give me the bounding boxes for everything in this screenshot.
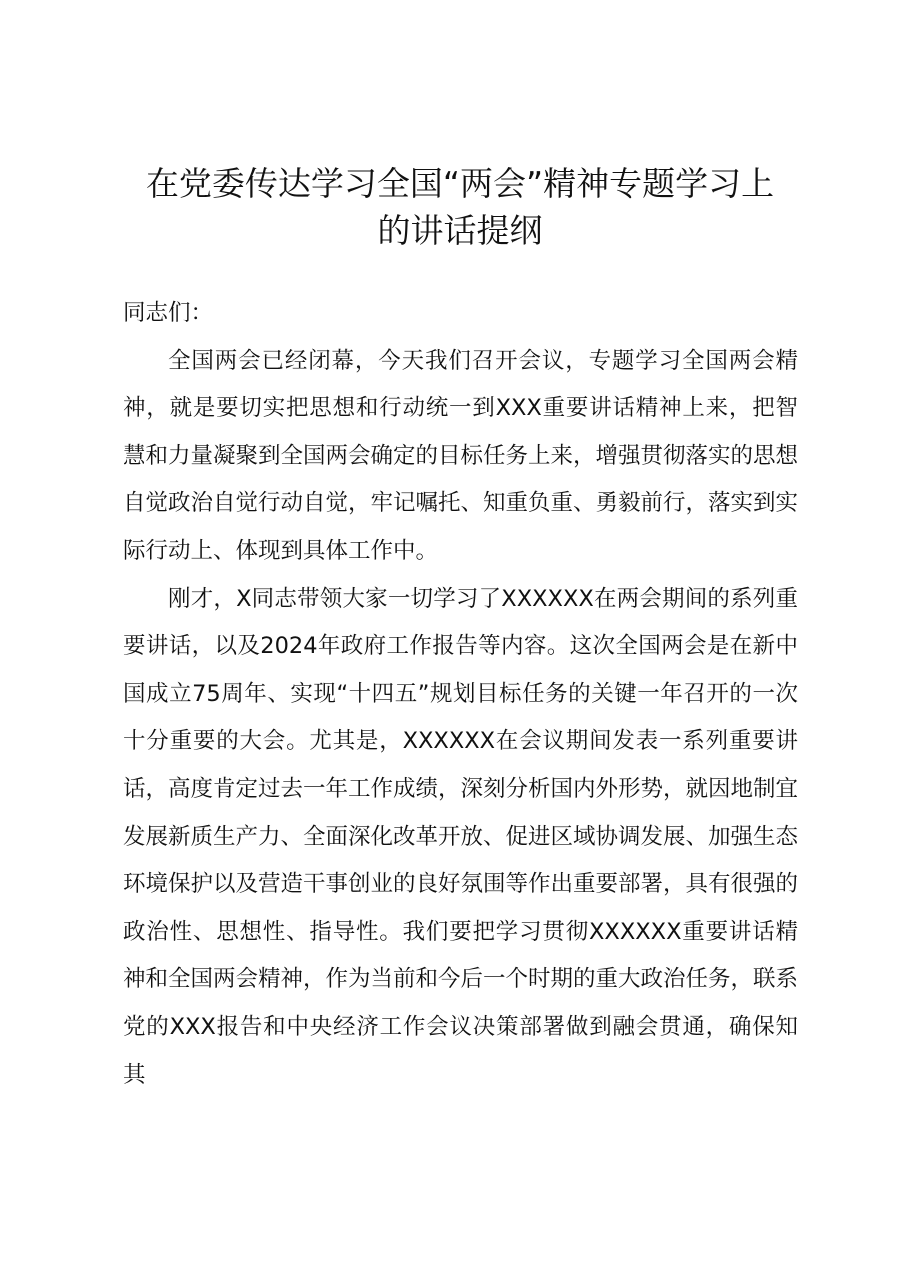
paragraph-2: 刚才，X同志带领大家一切学习了XXXXXX在两会期间的系列重要讲话，以及2024年政府工作报告等内容。这次全国两会是在新中国成立75周年、实现“十四五”规划目标任务的关键一年召开的一次十分重要的大会。尤其是，XXXXXX在会议期间发表一系列重要讲话，高度肯定过去一年工作成绩，深刻分析国内外形势，就因地制宜发展新质生产力、全面深化改革开放、促进区域协调发展、加强生态环境保护以及营造干事创业的良好氛围等作出重要部署，具有很强的政治性、思想性、指导性。我们要把学习贯彻XXXXXX重要讲话精神和全国两会精神，作为当前和今后一个时期的重大政治任务，联系党的XXX报告和中央经济工作会议决策部署做到融会贯通，确保知其 [123, 585, 799, 1088]
title-line-1: 在党委传达学习全国“两会”精神专题学习上 [145, 164, 775, 203]
title-line-2: 的讲话提纲 [377, 211, 543, 250]
document-title [110, 160, 810, 254]
greeting: 同志们： [123, 300, 214, 326]
paragraph-1: 全国两会已经闭幕，今天我们召开会议，专题学习全国两会精神，就是要切实把思想和行动统一到XXX重要讲话精神上来，把智慧和力量凝聚到全国两会确定的目标任务上来，增强贯彻落实的思想自觉政治自觉行动自觉，牢记嘱托、知重负重、勇毅前行，落实到实际行动上、体现到具体工作中。 [123, 347, 799, 564]
document-body [123, 290, 798, 1099]
